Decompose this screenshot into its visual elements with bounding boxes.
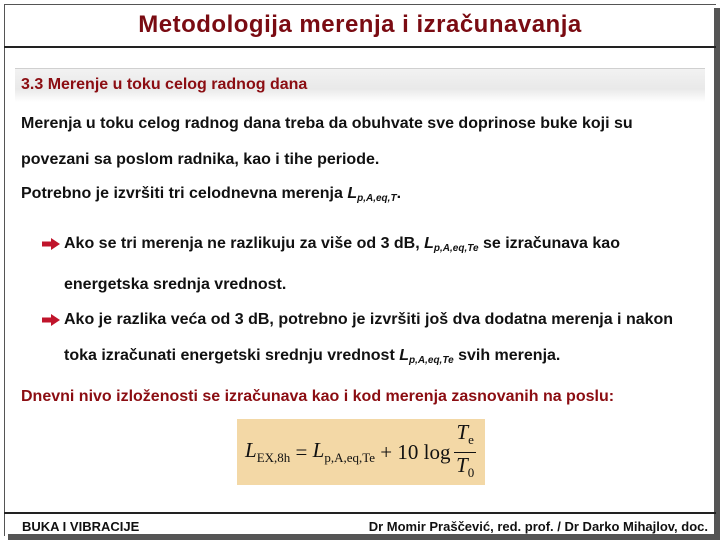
bullet1-suffix: se izračunava kao energetska srednja vrednost. bbox=[64, 235, 620, 293]
title-bar bbox=[4, 4, 716, 46]
footer-divider bbox=[4, 512, 716, 514]
daily-exposure-statement: Dnevni nivo izloženosti se izračunava kao i kod merenja zasnovanih na poslu: bbox=[21, 388, 615, 405]
bullet1-symbol: $L_{p,A,eq,Te}$ bbox=[424, 235, 479, 254]
formula-plus-log: + 10 log bbox=[375, 439, 451, 464]
para2-suffix: . bbox=[396, 185, 402, 202]
para2-text: Potrebno je izvršiti tri celodnevna merenja bbox=[21, 185, 348, 202]
section-heading: 3.3 Merenje u toku celog radnog dana bbox=[21, 76, 308, 93]
bullet-item-less-than-3db bbox=[64, 226, 698, 303]
formula-numerator: $T_e$ bbox=[454, 421, 475, 453]
bullet2-suffix: svih merenja. bbox=[453, 347, 561, 364]
bullet2-text: Ako je razlika veća od 3 dB, potrebno je izvršiti još dva dodatna merenja i nakon toka izračunati energetski srednju vrednost bbox=[64, 311, 674, 364]
slide-title: Metodologija merenja i izračunavanja bbox=[138, 11, 582, 38]
bullet2-symbol: $L_{p,A,eq,Te}$ bbox=[399, 347, 454, 366]
formula-box bbox=[237, 419, 485, 485]
paragraph-three-measurements bbox=[21, 183, 697, 210]
para2-symbol: $L_{p,A,eq,T}$ bbox=[347, 185, 397, 204]
footer-authors: Dr Momir Praščević, red. prof. / Dr Darko Mihajlov, doc. bbox=[368, 519, 708, 534]
paragraph-intro: Merenja u toku celog radnog dana treba da obuhvate sve doprinose buke koji su povezani sa poslom radnika, kao i tihe periode. bbox=[21, 115, 633, 168]
formula-lhs: $L_{EX,8h}$ bbox=[245, 438, 291, 465]
arrow-bullet-icon bbox=[42, 238, 60, 250]
formula-equals: = bbox=[290, 439, 313, 464]
bullet-item-more-than-3db bbox=[64, 302, 698, 379]
formula-fraction bbox=[454, 421, 475, 484]
footer-course-name: BUKA I VIBRACIJE bbox=[22, 519, 140, 534]
arrow-bullet-icon bbox=[42, 314, 60, 326]
formula-denominator: $T_0$ bbox=[456, 452, 475, 480]
formula-term: $L_{p,A,eq,Te}$ bbox=[312, 438, 376, 465]
title-divider bbox=[4, 46, 716, 48]
bullet1-text: Ako se tri merenja ne razlikuju za više od 3 dB, bbox=[64, 235, 425, 252]
